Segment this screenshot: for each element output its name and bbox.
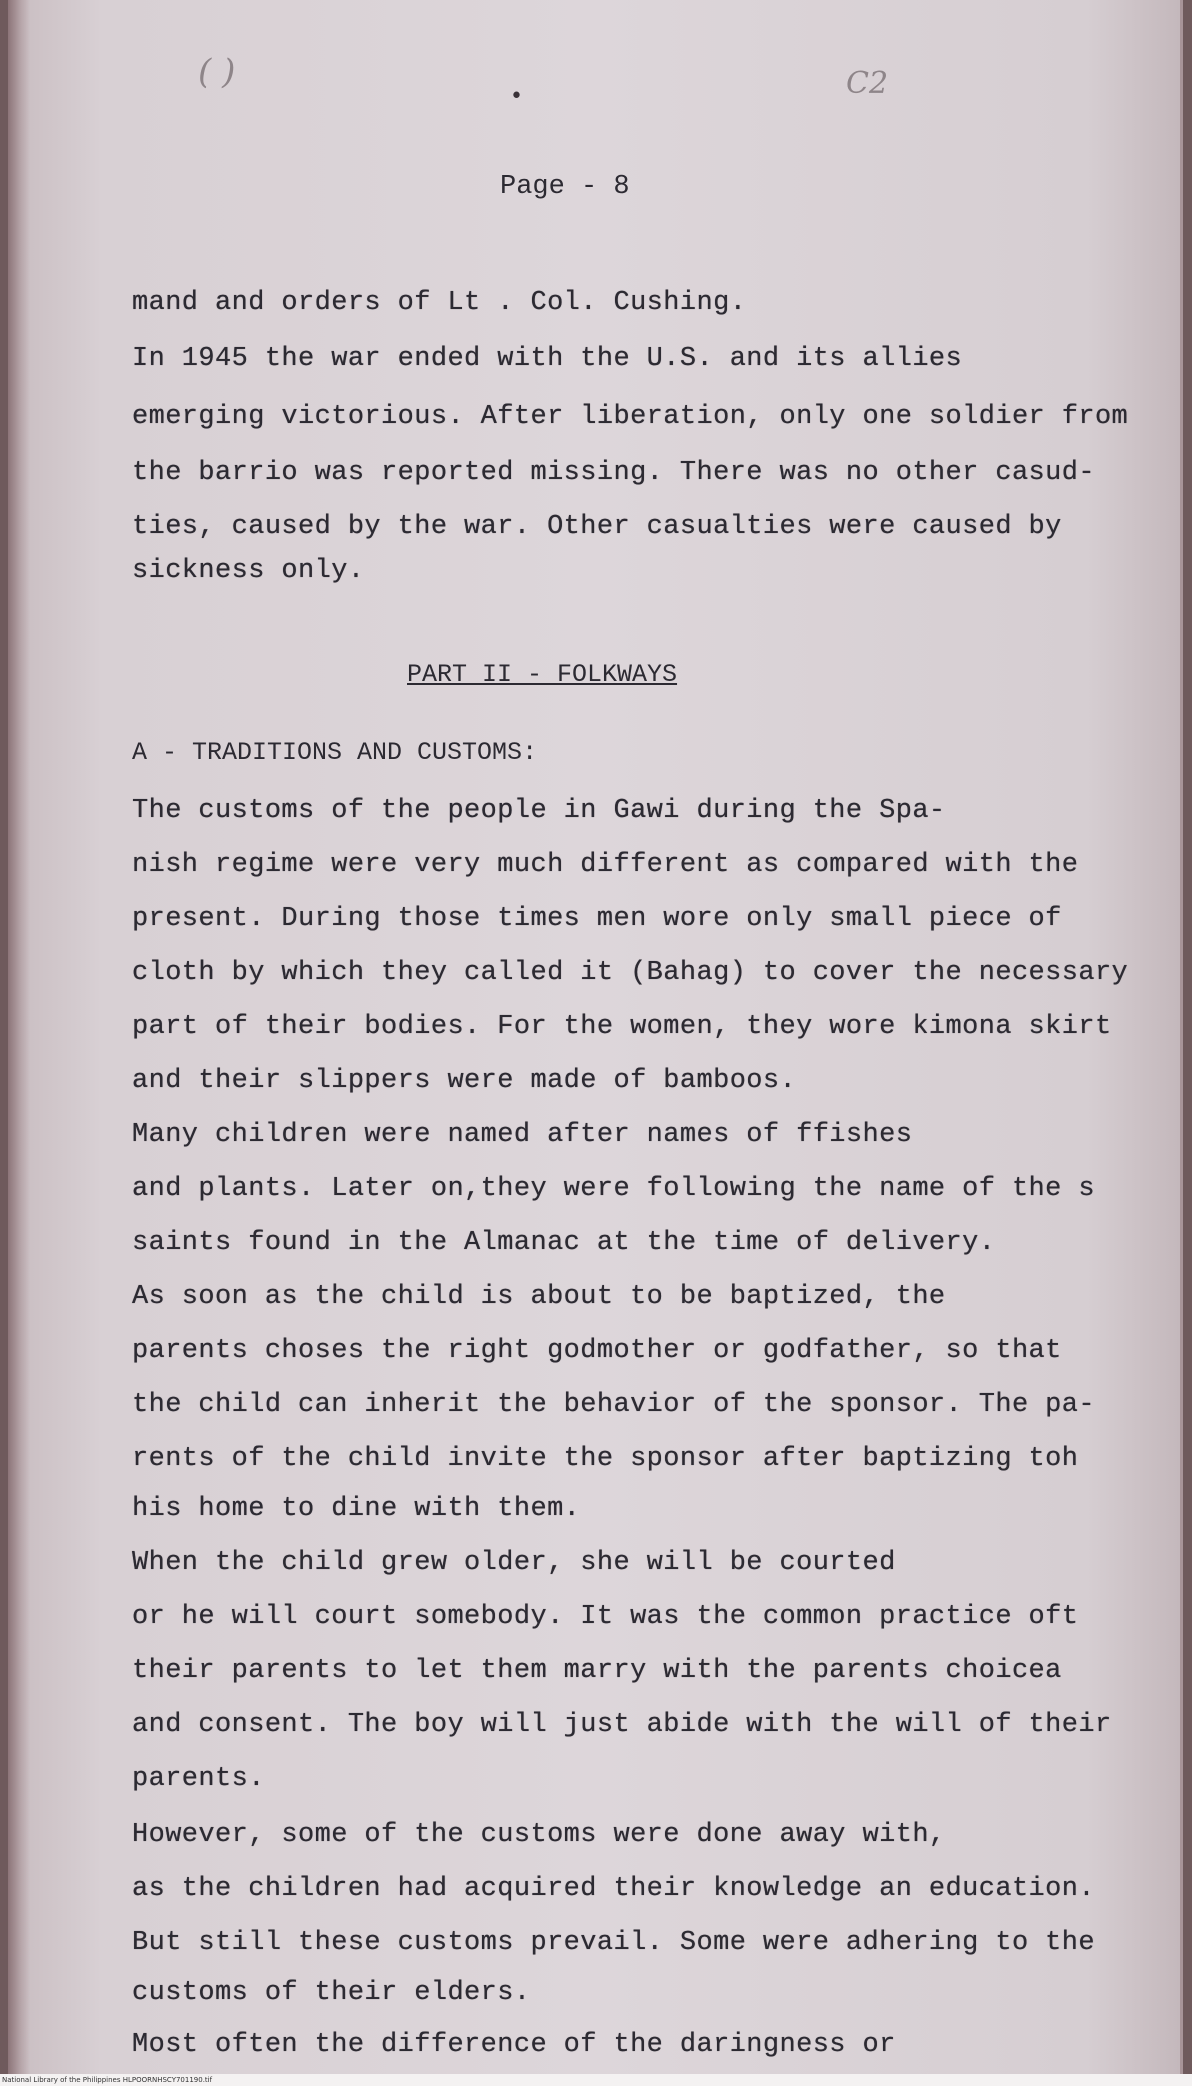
text-line: and plants. Later on,they were following the name of the s	[132, 1174, 1095, 1204]
text-line: rents of the child invite the sponsor after baptizing toh	[132, 1444, 1079, 1474]
text-line: nish regime were very much different as compared with the	[132, 850, 1079, 880]
text-line: But still these customs prevail. Some were adhering to the	[132, 1928, 1095, 1958]
text-line: In 1945 the war ended with the U.S. and its allies	[132, 344, 963, 374]
text-line: The customs of the people in Gawi during the Spa-	[132, 796, 946, 826]
text-line: However, some of the customs were done away with,	[132, 1820, 946, 1850]
text-line: their parents to let them marry with the parents choicea	[132, 1656, 1062, 1686]
text-line: sickness only.	[132, 556, 365, 586]
text-line: saints found in the Almanac at the time of delivery.	[132, 1228, 996, 1258]
text-line: and consent. The boy will just abide with the will of their	[132, 1710, 1112, 1740]
punch-mark: •	[510, 84, 523, 109]
text-line: his home to dine with them.	[132, 1494, 581, 1524]
text-line: Most often the difference of the daringness or	[132, 2030, 896, 2060]
text-line: As soon as the child is about to be baptized, the	[132, 1282, 946, 1312]
text-line: mand and orders of Lt . Col. Cushing.	[132, 288, 747, 318]
text-line: parents.	[132, 1764, 265, 1794]
text-line: or he will court somebody. It was the common practice oft	[132, 1602, 1079, 1632]
text-line: Many children were named after names of ffishes	[132, 1120, 913, 1150]
margin-mark-left: ( )	[198, 52, 236, 92]
part-heading: PART II - FOLKWAYS	[407, 660, 678, 689]
section-heading: A - TRADITIONS AND CUSTOMS:	[132, 738, 538, 767]
text-line: ties, caused by the war. Other casualties were caused by	[132, 512, 1062, 542]
binding-shadow	[8, 0, 30, 2074]
text-line: the child can inherit the behavior of the sponsor. The pa-	[132, 1390, 1095, 1420]
page-number: Page - 8	[500, 172, 630, 202]
text-line: parents choses the right godmother or godfather, so that	[132, 1336, 1062, 1366]
text-line: part of their bodies. For the women, they wore kimona skirt	[132, 1012, 1112, 1042]
archive-footer: National Library of the Philippines HLPOORNHSCY701190.tif	[0, 2074, 1192, 2086]
text-line: present. During those times men wore only small piece of	[132, 904, 1062, 934]
document-page	[8, 0, 1183, 2074]
text-line: as the children had acquired their knowledge an education.	[132, 1874, 1095, 1904]
text-line: customs of their elders.	[132, 1978, 531, 2008]
text-line: emerging victorious. After liberation, only one soldier from	[132, 402, 1129, 432]
text-line: cloth by which they called it (Bahag) to cover the necessary	[132, 958, 1129, 988]
text-line: and their slippers were made of bamboos.	[132, 1066, 797, 1096]
text-line: When the child grew older, she will be courted	[132, 1548, 896, 1578]
margin-mark-right: C2	[846, 66, 889, 101]
text-line: the barrio was reported missing. There was no other casud-	[132, 458, 1095, 488]
